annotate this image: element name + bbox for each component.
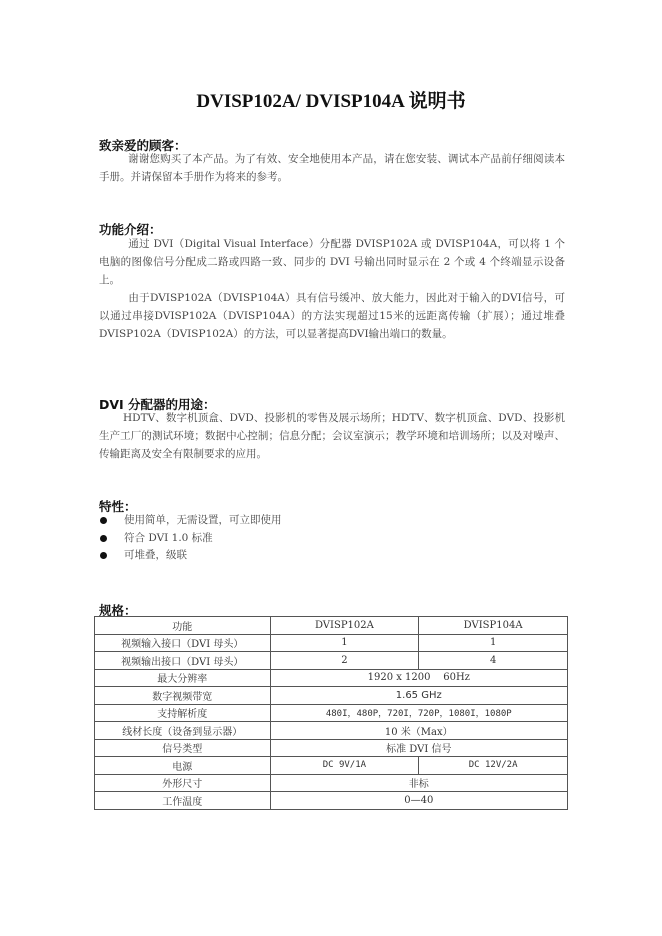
cell-value: 10 米（Max） (270, 722, 567, 740)
table-row (95, 774, 568, 792)
feature-item: 可堆叠，级联 (99, 547, 282, 565)
table-row (95, 739, 568, 757)
row-label: 工作温度 (95, 792, 271, 810)
table-row (95, 757, 568, 775)
intro-paragraph-2 (99, 289, 565, 343)
usage-text: HDTV、数字机顶盒、DVD、投影机的零售及展示场所；HDTV、数字机顶盒、DVD、投影机生产工厂的测试环境；数据中心控制；信息分配；会议室演示；教学环境和培训场所；以及对噪声、传输距离及安全有限制要求的应用。 (99, 412, 565, 460)
features-list (99, 512, 282, 565)
table-row (95, 722, 568, 740)
cell-value: 标准 DVI 信号 (270, 739, 567, 757)
cell-value: 4 (419, 652, 568, 670)
table-row (95, 792, 568, 810)
row-label: 视频输出接口（DVI 母头） (95, 652, 271, 670)
cell-value: 1 (419, 634, 568, 652)
row-label: 最大分辨率 (95, 669, 271, 687)
table-row (95, 669, 568, 687)
row-label: 外形尺寸 (95, 774, 271, 792)
row-label: 信号类型 (95, 739, 271, 757)
intro-text-2: 由于DVISP102A（DVISP104A）具有信号缓冲、放大能力，因此对于输入的DVI信号，可以通过串接DVISP102A（DVISP104A）的方法实现超过15米的远距离传输（扩展）；通过堆叠DVISP102A（DVISP102A）的方法，可以显著提高DVI输出端口的数量。 (99, 292, 565, 340)
table-header-row (95, 617, 568, 635)
intro-paragraph-1 (99, 235, 565, 289)
row-label: 支持解析度 (95, 704, 271, 722)
cell-value: 非标 (270, 774, 567, 792)
feature-item: 使用简单，无需设置，可立即使用 (99, 512, 282, 530)
table-row (95, 652, 568, 670)
header-cell: DVISP104A (419, 617, 568, 635)
cell-value: 1.65 GHz (270, 687, 567, 705)
bullet-icon (100, 535, 107, 542)
greeting-text: 谢谢您购买了本产品。为了有效、安全地使用本产品，请在您安装、调试本产品前仔细阅读本手册。并请保留本手册作为将来的参考。 (99, 153, 565, 183)
header-cell: DVISP102A (270, 617, 419, 635)
table-row (95, 634, 568, 652)
bullet-icon (100, 517, 107, 524)
table-row (95, 687, 568, 705)
spec-table (94, 616, 568, 810)
cell-value: 2 (270, 652, 419, 670)
table-row (95, 704, 568, 722)
row-label: 电源 (95, 757, 271, 775)
cell-value: 1 (270, 634, 419, 652)
bullet-icon (100, 552, 107, 559)
row-label: 数字视频带宽 (95, 687, 271, 705)
usage-heading: DVI 分配器的用途： (99, 397, 216, 412)
specs-heading: 规格： (99, 603, 137, 618)
greeting-paragraph (99, 150, 565, 186)
cell-value: 0—40 (270, 792, 567, 810)
cell-value: DC 12V/2A (419, 757, 568, 775)
row-label: 线材长度（设备到显示器） (95, 722, 271, 740)
document-title: DVISP102A/ DVISP104A 说明书 (196, 91, 466, 112)
usage-paragraph (99, 409, 565, 463)
feature-item: 符合 DVI 1.0 标准 (99, 530, 282, 548)
intro-text-1: 通过 DVI（Digital Visual Interface）分配器 DVISP102A 或 DVISP104A，可以将 1 个电脑的图像信号分配成二路或四路一致、同步的 DVI 号输出同时显示在 2 个或 4 个终端显示设备上。 (99, 238, 565, 286)
cell-value: DC 9V/1A (270, 757, 419, 775)
header-cell: 功能 (95, 617, 271, 635)
features-heading: 特性： (99, 499, 137, 514)
greeting-heading: 致亲爱的顾客： (99, 138, 187, 153)
row-label: 视频输入接口（DVI 母头） (95, 634, 271, 652)
cell-value: 1920 x 1200 60Hz (270, 669, 567, 687)
intro-heading: 功能介绍： (99, 222, 162, 237)
cell-value: 480I，480P，720I，720P，1080I，1080P (270, 704, 567, 722)
